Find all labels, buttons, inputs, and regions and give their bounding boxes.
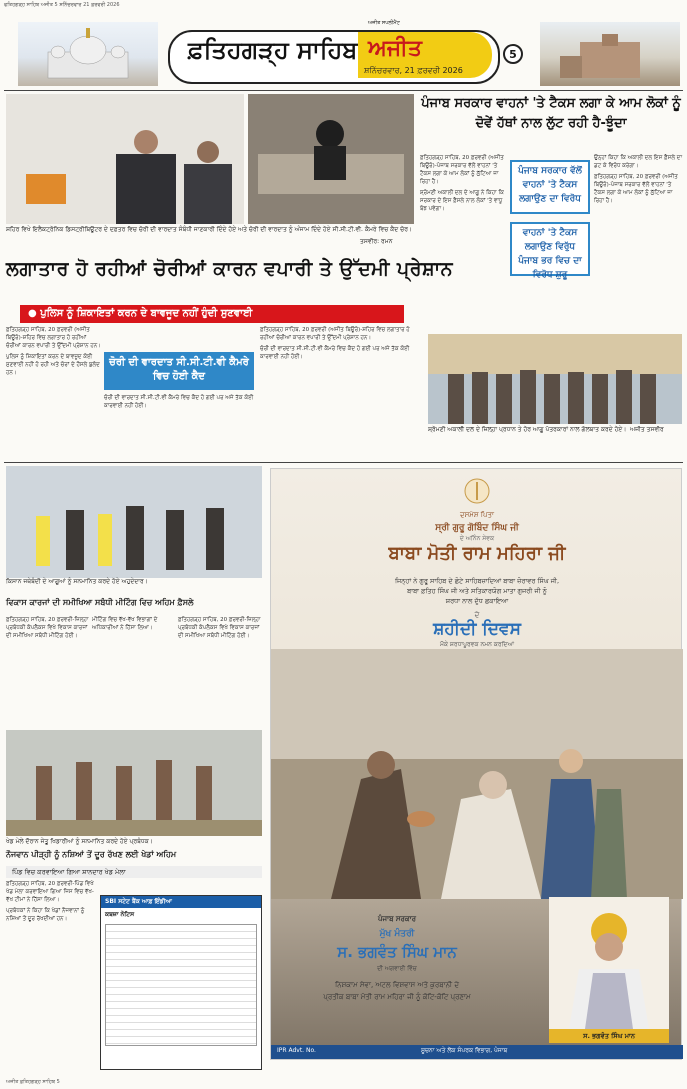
ad-closing-2: ਪ੍ਰਤੀਕ ਬਾਬਾ ਮੋਤੀ ਰਾਮ ਮਹਿਰਾ ਜੀ ਨੂੰ ਕੋਟਿ-ਕੋਟਿ ਪ੍ਰਣਾਮ <box>323 993 471 1001</box>
mid-body-p1: ਫ਼ਤਿਹਗੜ੍ਹ ਸਾਹਿਬ, 20 ਫ਼ਰਵਰੀ-ਜ਼ਿਲ੍ਹਾ ਪ੍ਰਬੰਧਕੀ ਕੰਪਲੈਕਸ ਵਿਖੇ ਵਿਕਾਸ ਕਾਰਜਾਂ ਦੀ ਸਮੀਖਿਆ ਸਬੰਧੀ ਮੀਟਿੰਗ ਹੋਈ। <box>6 617 89 639</box>
gurdwara-illustration <box>18 22 158 86</box>
cctv-photo <box>248 94 414 224</box>
right-body-p2: ਸ਼੍ਰੋਮਣੀ ਅਕਾਲੀ ਦਲ ਦੇ ਆਗੂ ਨੇ ਕਿਹਾ ਕਿ ਸਰਕਾਰ ਦੇ ਇਸ ਫ਼ੈਸਲੇ ਨਾਲ ਲੋਕਾਂ 'ਤੇ ਵਾਧੂ ਬੋਝ ਪਵੇਗਾ। <box>420 190 504 212</box>
mid-body-p1-continued: ਫ਼ਤਿਹਗੜ੍ਹ ਸਾਹਿਬ, 20 ਫ਼ਰਵਰੀ-ਜ਼ਿਲ੍ਹਾ ਪ੍ਰਬੰਧਕੀ ਕੰਪਲੈਕਸ ਵਿਖੇ ਵਿਕਾਸ ਕਾਰਜਾਂ ਦੀ ਸਮੀਖਿਆ ਸਬੰਧੀ ਮੀਟਿੰਗ ਹੋਈ। <box>178 617 261 639</box>
ad-day: ਸ਼ਹੀਦੀ ਦਿਵਸ <box>433 619 521 639</box>
mid-body-p2: ਮੀਟਿੰਗ ਵਿਚ ਵੱਖ-ਵੱਖ ਵਿਭਾਗਾਂ ਦੇ ਅਧਿਕਾਰੀਆਂ ਨੇ ਹਿੱਸਾ ਲਿਆ। <box>92 617 158 631</box>
right-photo-credit: ਅਜੀਤ ਤਸਵੀਰ <box>630 426 664 433</box>
sahibzada-head-icon <box>559 749 583 773</box>
honour-photo <box>6 466 262 578</box>
right-body-p1-continued: ਫ਼ਤਿਹਗੜ੍ਹ ਸਾਹਿਬ, 20 ਫ਼ਰਵਰੀ (ਅਜੀਤ ਬਿਊਰੋ)-ਪੰਜਾਬ ਸਰਕਾਰ ਵੱਲੋਂ ਵਾਹਨਾਂ 'ਤੇ ਟੈਕਸ ਲਗਾ ਕੇ ਆਮ ਲੋਕਾਂ ਨੂੰ ਲੁੱਟਿਆ ਜਾ ਰਿਹਾ ਹੈ। <box>594 174 678 204</box>
ad-govt: ਪੰਜਾਬ ਸਰਕਾਰ <box>377 915 416 923</box>
masthead-edition: ਅਜੀਤ ਸਪਲੀਮੈਂਟ <box>368 20 400 26</box>
dome-icon <box>18 22 158 86</box>
header-rule <box>4 90 683 91</box>
khanda-emblem-icon <box>271 477 683 507</box>
ad-number: IPR Advt. No. <box>277 1047 316 1054</box>
right-body-col3 <box>594 154 682 334</box>
bottom-subheadline: ਪਿੰਡ ਵਿਚ ਕਰਵਾਇਆ ਗਿਆ ਸ਼ਾਨਦਾਰ ਖੇਡ ਮੇਲਾ <box>6 866 262 878</box>
ad-cm-name: ਸ. ਭਗਵੰਤ ਸਿੰਘ ਮਾਨ <box>337 943 457 961</box>
people-icon <box>6 94 244 224</box>
main-subheadline: ● ਪੁਲਿਸ ਨੂੰ ਸ਼ਿਕਾਇਤਾਂ ਕਰਨ ਦੇ ਬਾਵਜੂਦ ਨਹੀਂ ਹੁੰਦੀ ਸੁਣਵਾਈ <box>20 305 404 323</box>
masthead-brand: ਅਜੀਤ <box>368 36 422 61</box>
masthead-date: ਸ਼ਨਿੱਚਰਵਾਰ, 21 ਫ਼ਰਵਰੀ 2026 <box>364 66 463 75</box>
players-icon <box>6 730 262 836</box>
sewak-head-icon <box>367 751 395 779</box>
ad-day-sub: ਮੌਕੇ ਸ਼ਰਧਾਪੂਰਵਕ ਨਮਨ ਕਰਦਿਆਂ <box>439 641 515 648</box>
bottom-body-p2: ਪ੍ਰਬੰਧਕਾਂ ਨੇ ਕਿਹਾ ਕਿ ਖੇਡਾਂ ਨੌਜਵਾਨਾਂ ਨੂੰ ਨਸ਼ਿਆਂ ਤੋਂ ਦੂਰ ਰੱਖਦੀਆਂ ਹਨ। <box>6 908 85 922</box>
bottom-headline: ਨੌਜਵਾਨ ਪੀੜ੍ਹੀ ਨੂੰ ਨਸ਼ਿਆਂ ਤੋਂ ਦੂਰ ਰੱਖਣ ਲਈ ਖੇਡਾਂ ਅਹਿਮ <box>6 850 177 859</box>
ad-guru: ਸ੍ਰੀ ਗੁਰੂ ਗੋਬਿੰਦ ਸਿੰਘ ਜੀ <box>435 523 519 533</box>
main-body-p3: ਚੋਰੀ ਦੀ ਵਾਰਦਾਤ ਸੀ.ਸੀ.ਟੀ.ਵੀ ਕੈਮਰੇ ਵਿਚ ਕੈਦ ਹੋ ਗਈ ਪਰ ਅਜੇ ਤੱਕ ਕੋਈ ਕਾਰਵਾਈ ਨਹੀਂ ਹੋਈ। <box>104 395 254 409</box>
main-photo-credit: ਤਸਵੀਰ: ਰਮਨ <box>360 238 393 245</box>
cm-portrait-icon <box>549 897 669 1029</box>
right-group-photo <box>428 334 682 424</box>
mid-body-col2 <box>92 616 176 726</box>
bottom-body-col1 <box>6 880 98 1070</box>
fort-icon <box>540 22 680 86</box>
mid-headline: ਵਿਕਾਸ ਕਾਰਜਾਂ ਦੀ ਸਮੀਖਿਆ ਸਬੰਧੀ ਮੀਟਿੰਗ ਵਿਚ ਅਹਿਮ ਫ਼ੈਸਲੇ <box>6 598 194 607</box>
ad-closing-1: ਨਿਸ਼ਕਾਮ ਸੇਵਾ, ਅਟਲ ਵਿਸ਼ਵਾਸ ਅਤੇ ਕੁਰਬਾਨੀ ਦੇ <box>335 981 459 989</box>
sports-photo <box>6 730 262 836</box>
masthead <box>168 20 496 80</box>
right-body-p3: ਉਨ੍ਹਾਂ ਕਿਹਾ ਕਿ ਅਕਾਲੀ ਦਲ ਇਸ ਫ਼ੈਸਲੇ ਦਾ ਡਟ ਕੇ ਵਿਰੋਧ ਕਰੇਗਾ। <box>594 155 683 169</box>
main-highlight-box: ਚੋਰੀ ਦੀ ਵਾਰਦਾਤ ਸੀ.ਸੀ.ਟੀ.ਵੀ ਕੈਮਰੇ ਵਿਚ ਹੋਈ ਕੈਦ <box>104 352 254 390</box>
ad-footer: ਸੂਚਨਾ ਅਤੇ ਲੋਕ ਸੰਪਰਕ ਵਿਭਾਗ, ਪੰਜਾਬ <box>421 1047 508 1054</box>
top-print-strip: ਫਤਿਹਗੜ੍ਹ ਸਾਹਿਬ ਅਜੀਤ 5 ਸ਼ਨਿੱਚਰਵਾਰ 21 ਫ਼ਰਵਰੀ 2026 <box>4 2 120 8</box>
ad-desc-2: ਬਾਬਾ ਫ਼ਤਿਹ ਸਿੰਘ ਜੀ ਅਤੇ ਸਤਿਕਾਰਯੋਗ ਮਾਤਾ ਗੁਜਰੀ ਜੀ ਨੂੰ <box>407 587 547 595</box>
sbi-notice-body: ਕਬਜ਼ਾ ਨੋਟਿਸ <box>105 911 135 918</box>
main-body-col2 <box>104 394 254 456</box>
main-headline: ਲਗਾਤਾਰ ਹੋ ਰਹੀਆਂ ਚੋਰੀਆਂ ਕਾਰਨ ਵਪਾਰੀ ਤੇ ਉੱਦਮੀ ਪ੍ਰੇਸ਼ਾਨ <box>6 258 454 280</box>
main-photo-caption: ਸ਼ਹਿਰ ਵਿਖੇ ਇਲੈਕਟ੍ਰੋਨਿਕ ਡਿਸਟ੍ਰੀਬਿਊਟਰ ਦੇ ਦਫ਼ਤਰ ਵਿਚ ਚੋਰੀ ਦੀ ਵਾਰਦਾਤ ਸੰਬੰਧੀ ਜਾਣਕਾਰੀ ਦਿੰਦੇ ਹੋਏ ਅਤੇ ਚੋਰੀ ਦੀ ਵਾਰਦਾਤ ਨੂੰ ਅੰਜਾਮ ਦਿੰਦੇ ਹੋਏ ਸੀ.ਸੀ.ਟੀ.ਵੀ. ਕੈਮਰੇ ਵਿਚ ਕੈਦ ਚੋਰ। <box>6 226 412 233</box>
ad-line: ਦੇ ਅਨਿੰਨ ਸੇਵਕ <box>459 535 495 542</box>
cm-portrait <box>549 897 669 1029</box>
page-number: 5 <box>503 44 523 64</box>
right-box-2: ਵਾਹਨਾਂ 'ਤੇ ਟੈਕਸ ਲਗਾਉਣ ਵਿਰੁੱਧ ਪੰਜਾਬ ਭਰ ਵਿਚ ਦਾ ਵਿਰੋਧ ਸ਼ੁਰੂ <box>510 222 590 276</box>
pot-icon <box>407 811 435 827</box>
bottom-body-p1: ਫ਼ਤਿਹਗੜ੍ਹ ਸਾਹਿਬ, 20 ਫ਼ਰਵਰੀ-ਪਿੰਡ ਵਿਖੇ ਖੇਡ ਮੇਲਾ ਕਰਵਾਇਆ ਗਿਆ ਜਿਸ ਵਿਚ ਵੱਖ-ਵੱਖ ਟੀਮਾਂ ਨੇ ਹਿੱਸਾ ਲਿਆ। <box>6 881 94 903</box>
masthead-title: ਫ਼ਤਿਹਗੜ੍ਹ ਸਾਹਿਬ <box>188 36 358 64</box>
ad-cm-title: ਮੁੱਖ ਮੰਤਰੀ <box>379 929 415 939</box>
right-headline: ਪੰਜਾਬ ਸਰਕਾਰ ਵਾਹਨਾਂ 'ਤੇ ਟੈਕਸ ਲਗਾ ਕੇ ਆਮ ਲੋਕਾਂ ਨੂੰ ਦੋਵੇਂ ਹੱਥਾਂ ਨਾਲ ਲੁੱਟ ਰਹੀ ਹੈ-ਝੂੰਦਾ <box>421 96 681 131</box>
memorial-advertisement <box>270 468 682 1060</box>
main-body-col3 <box>260 326 416 456</box>
sbi-notice-title: SBI ਸਟੇਟ ਬੈਂਕ ਆਫ਼ ਇੰਡੀਆ <box>101 896 261 908</box>
right-photo-caption: ਸ਼੍ਰੋਮਣੀ ਅਕਾਲੀ ਦਲ ਦੇ ਜ਼ਿਲ੍ਹਾ ਪ੍ਰਧਾਨ ਤੇ ਹੋਰ ਆਗੂ ਪੱਤਰਕਾਰਾਂ ਨਾਲ ਗੱਲਬਾਤ ਕਰਦੇ ਹੋਏ। <box>428 426 627 433</box>
right-body-col1 <box>420 154 508 334</box>
mid-body-col3 <box>178 616 262 726</box>
mid-photo-caption: ਕਿਸਾਨ ਜਥੇਬੰਦੀ ਦੇ ਆਗੂਆਂ ਨੂੰ ਸਨਮਾਨਿਤ ਕਰਦੇ ਹੋਏ ਅਹੁਦੇਦਾਰ। <box>6 578 148 585</box>
right-body-p1: ਫ਼ਤਿਹਗੜ੍ਹ ਸਾਹਿਬ, 20 ਫ਼ਰਵਰੀ (ਅਜੀਤ ਬਿਊਰੋ)-ਪੰਜਾਬ ਸਰਕਾਰ ਵੱਲੋਂ ਵਾਹਨਾਂ 'ਤੇ ਟੈਕਸ ਲਗਾ ਕੇ ਆਮ ਲੋਕਾਂ ਨੂੰ ਲੁੱਟਿਆ ਜਾ ਰਿਹਾ ਹੈ। <box>420 155 504 185</box>
historical-painting <box>271 649 683 899</box>
mid-body-col1 <box>6 616 90 726</box>
main-body-col1 <box>6 326 102 456</box>
mata-head-icon <box>479 771 507 799</box>
ad-cm-sub: ਦੀ ਅਗਵਾਈ ਵਿੱਚ <box>377 965 417 972</box>
sports-photo-caption: ਖੇਡ ਮੇਲੇ ਦੌਰਾਨ ਜੇਤੂ ਖਿਡਾਰੀਆਂ ਨੂੰ ਸਨਮਾਨਿਤ ਕਰਦੇ ਹੋਏ ਪ੍ਰਬੰਧਕ। <box>6 838 153 845</box>
right-box-1: ਪੰਜਾਬ ਸਰਕਾਰ ਵੱਲੋਂ ਵਾਹਨਾਂ 'ਤੇ ਟੈਕਸ ਲਗਾਉਣ ਦਾ ਵਿਰੋਧ <box>510 160 590 214</box>
page-footer: ਅਜੀਤ ਫ਼ਤਿਹਗੜ੍ਹ ਸਾਹਿਬ 5 <box>6 1079 60 1085</box>
ad-photo-label: ਸ. ਭਗਵੰਤ ਸਿੰਘ ਮਾਨ <box>549 1029 669 1043</box>
ad-topline: ਦਸਮੇਸ਼ ਪਿਤਾ <box>459 511 495 519</box>
ad-desc-3: ਸ਼ਰਧਾ ਨਾਲ ਦੁੱਧ ਛਕਾਇਆ <box>445 597 509 605</box>
main-body-p2: ਪੁਲਿਸ ਨੂੰ ਸ਼ਿਕਾਇਤਾਂ ਕਰਨ ਦੇ ਬਾਵਜੂਦ ਕੋਈ ਸੁਣਵਾਈ ਨਹੀਂ ਹੋ ਰਹੀ ਅਤੇ ਚੋਰਾਂ ਦੇ ਹੌਸਲੇ ਬੁਲੰਦ ਹਨ। <box>6 354 100 376</box>
ceremony-icon <box>6 466 262 578</box>
main-body-p1-continued: ਫ਼ਤਿਹਗੜ੍ਹ ਸਾਹਿਬ, 20 ਫ਼ਰਵਰੀ (ਅਜੀਤ ਬਿਊਰੋ)-ਸ਼ਹਿਰ ਵਿਚ ਲਗਾਤਾਰ ਹੋ ਰਹੀਆਂ ਚੋਰੀਆਂ ਕਾਰਨ ਵਪਾਰੀ ਤੇ ਉੱਦਮੀ ਪ੍ਰੇਸ਼ਾਨ ਹਨ। <box>260 327 410 341</box>
fort-illustration <box>540 22 680 86</box>
group-people-icon <box>428 334 682 424</box>
ad-name: ਬਾਬਾ ਮੋਤੀ ਰਾਮ ਮਹਿਰਾ ਜੀ <box>388 543 566 564</box>
office-photo <box>6 94 244 224</box>
ad-desc-1: ਜਿਨ੍ਹਾਂ ਨੇ ਗੁਰੂ ਸਾਹਿਬ ਦੇ ਛੋਟੇ ਸਾਹਿਬਜ਼ਾਦਿਆਂ ਬਾਬਾ ਜ਼ੋਰਾਵਰ ਸਿੰਘ ਜੀ, <box>394 577 560 585</box>
main-body-p1: ਫ਼ਤਿਹਗੜ੍ਹ ਸਾਹਿਬ, 20 ਫ਼ਰਵਰੀ (ਅਜੀਤ ਬਿਊਰੋ)-ਸ਼ਹਿਰ ਵਿਚ ਲਗਾਤਾਰ ਹੋ ਰਹੀਆਂ ਚੋਰੀਆਂ ਕਾਰਨ ਵਪਾਰੀ ਤੇ ਉੱਦਮੀ ਪ੍ਰੇਸ਼ਾਨ ਹਨ। <box>6 327 101 349</box>
child-figure <box>591 789 627 899</box>
ad-day-pre: ਦੇ <box>474 611 480 619</box>
cctv-icon <box>248 94 414 224</box>
main-body-p3-continued: ਚੋਰੀ ਦੀ ਵਾਰਦਾਤ ਸੀ.ਸੀ.ਟੀ.ਵੀ ਕੈਮਰੇ ਵਿਚ ਕੈਦ ਹੋ ਗਈ ਪਰ ਅਜੇ ਤੱਕ ਕੋਈ ਕਾਰਵਾਈ ਨਹੀਂ ਹੋਈ। <box>260 346 410 360</box>
section-rule <box>4 462 683 463</box>
